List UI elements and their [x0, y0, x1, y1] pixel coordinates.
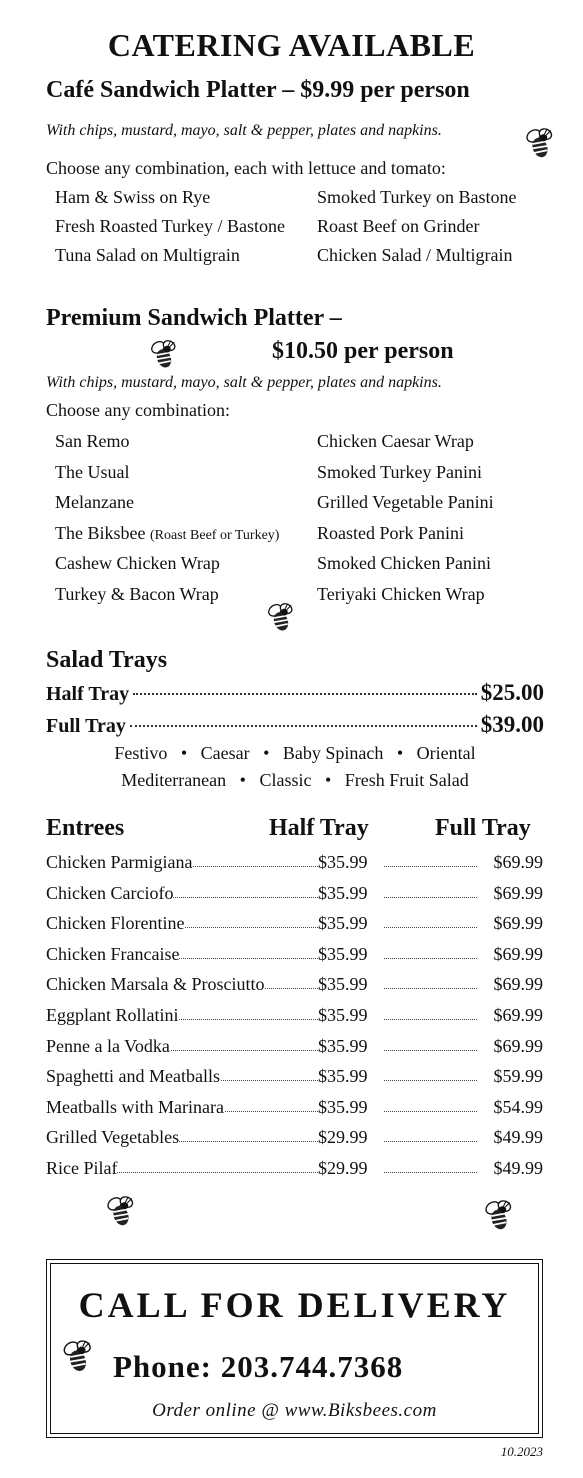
call-for-delivery-heading: CALL FOR DELIVERY: [78, 1285, 511, 1325]
bee-icon: [481, 1198, 517, 1234]
premium-item: Teriyaki Chicken Wrap: [317, 584, 485, 604]
entree-half-price: $35.99: [318, 974, 368, 994]
entree-row: [46, 1097, 543, 1121]
premium-item: The Usual: [55, 462, 130, 482]
entree-name: Meatballs with Marinara: [46, 1097, 224, 1117]
cafe-platter-note: With chips, mustard, mayo, salt & pepper, plates and napkins.: [46, 122, 442, 139]
bee-icon: [522, 126, 558, 162]
cafe-item: Fresh Roasted Turkey / Bastone: [55, 216, 286, 236]
entree-full-price: $69.99: [493, 974, 543, 994]
entree-half-price: $35.99: [318, 852, 368, 872]
cafe-item: Chicken Salad / Multigrain: [317, 245, 513, 265]
premium-platter-price: $10.50 per person: [272, 338, 454, 364]
dot-leader: [130, 725, 477, 727]
entree-name: Eggplant Rollatini: [46, 1005, 179, 1025]
entree-full-price: $49.99: [493, 1158, 543, 1178]
revision-date: 10.2023: [500, 1444, 543, 1459]
dot-leader: [133, 693, 477, 695]
premium-item: Smoked Turkey Panini: [317, 462, 483, 482]
entree-name: Spaghetti and Meatballs: [46, 1066, 220, 1086]
premium-item: [55, 523, 279, 544]
cafe-item: Ham & Swiss on Rye: [55, 187, 211, 207]
entree-row: [46, 1158, 543, 1182]
premium-item: Chicken Caesar Wrap: [317, 431, 474, 451]
full-tray-row: [46, 712, 544, 738]
premium-item: Cashew Chicken Wrap: [55, 553, 220, 573]
entree-row: [46, 883, 543, 907]
entree-name: Penne a la Vodka: [46, 1036, 170, 1056]
entree-full-price: $54.99: [493, 1097, 543, 1117]
cafe-platter-heading: Café Sandwich Platter – $9.99 per person: [46, 77, 470, 103]
entree-name: Chicken Florentine: [46, 913, 185, 933]
premium-item: Grilled Vegetable Panini: [317, 492, 494, 512]
half-tray-row: [46, 680, 544, 706]
phone-number: Phone: 203.744.7368: [113, 1349, 404, 1384]
entree-half-price: $29.99: [318, 1127, 368, 1147]
entree-row: [46, 974, 543, 998]
half-tray-column-header: Half Tray: [269, 815, 369, 841]
entree-half-price: $35.99: [318, 913, 368, 933]
entree-row: [46, 852, 543, 876]
entree-full-price: $69.99: [493, 1036, 543, 1056]
entree-half-price: $35.99: [318, 883, 368, 903]
full-tray-column-header: Full Tray: [435, 815, 531, 841]
full-tray-price: $39.00: [480, 712, 544, 737]
premium-item-name: The Biksbee: [55, 523, 146, 543]
page-title: CATERING AVAILABLE: [107, 27, 476, 63]
entree-name: Chicken Francaise: [46, 944, 180, 964]
entree-half-price: $35.99: [318, 1036, 368, 1056]
entrees-heading: Entrees: [46, 815, 125, 841]
entree-full-price: $69.99: [493, 944, 543, 964]
entree-full-price: $69.99: [493, 883, 543, 903]
premium-choose-text: Choose any combination:: [46, 400, 230, 420]
premium-item: Roasted Pork Panini: [317, 523, 464, 543]
cafe-item: Tuna Salad on Multigrain: [55, 245, 240, 265]
entree-row: [46, 1066, 543, 1090]
half-tray-price: $25.00: [480, 680, 544, 705]
salad-trays-heading: Salad Trays: [46, 647, 168, 673]
entree-full-price: $69.99: [493, 913, 543, 933]
bee-icon: [147, 338, 181, 372]
entree-full-price: $49.99: [493, 1127, 543, 1147]
cafe-item: Roast Beef on Grinder: [317, 216, 480, 236]
entree-row: [46, 913, 543, 937]
entree-name: Chicken Carciofo: [46, 883, 174, 903]
entree-row: [46, 944, 543, 968]
entree-half-price: $35.99: [318, 1066, 368, 1086]
entree-name: Chicken Parmigiana: [46, 852, 193, 872]
entree-full-price: $69.99: [493, 852, 543, 872]
full-tray-label: Full Tray: [46, 715, 126, 737]
premium-item: Smoked Chicken Panini: [317, 553, 491, 573]
entree-name: Chicken Marsala & Prosciutto: [46, 974, 265, 994]
entree-half-price: $35.99: [318, 1005, 368, 1025]
bee-icon: [264, 601, 298, 635]
entree-half-price: $29.99: [318, 1158, 368, 1178]
entree-name: Rice Pilaf: [46, 1158, 118, 1178]
delivery-box: [46, 1259, 543, 1438]
premium-item: San Remo: [55, 431, 130, 451]
salad-types-line: Festivo • Caesar • Baby Spinach • Oriental: [114, 743, 476, 763]
entree-row: [46, 1127, 543, 1151]
bee-icon: [59, 1338, 97, 1376]
order-online-link[interactable]: Order online @ www.Biksbees.com: [152, 1400, 437, 1421]
bee-icon: [103, 1194, 139, 1230]
entree-half-price: $35.99: [318, 944, 368, 964]
delivery-inner-border: [50, 1263, 539, 1434]
premium-item: Melanzane: [55, 492, 134, 512]
entree-half-price: $35.99: [318, 1097, 368, 1117]
salad-types-line: Mediterranean • Classic • Fresh Fruit Salad: [121, 770, 469, 790]
entree-name: Grilled Vegetables: [46, 1127, 180, 1147]
entree-full-price: $69.99: [493, 1005, 543, 1025]
half-tray-label: Half Tray: [46, 683, 130, 705]
entree-row: [46, 1036, 543, 1060]
premium-platter-note: With chips, mustard, mayo, salt & pepper, plates and napkins.: [46, 374, 442, 391]
entree-full-price: $59.99: [493, 1066, 543, 1086]
cafe-choose-text: Choose any combination, each with lettuce and tomato:: [46, 158, 446, 178]
cafe-item: Smoked Turkey on Bastone: [317, 187, 517, 207]
entree-row: [46, 1005, 543, 1029]
premium-item: Turkey & Bacon Wrap: [55, 584, 219, 604]
biksbee-note: (Roast Beef or Turkey): [149, 528, 280, 543]
premium-platter-heading: Premium Sandwich Platter –: [46, 305, 342, 331]
